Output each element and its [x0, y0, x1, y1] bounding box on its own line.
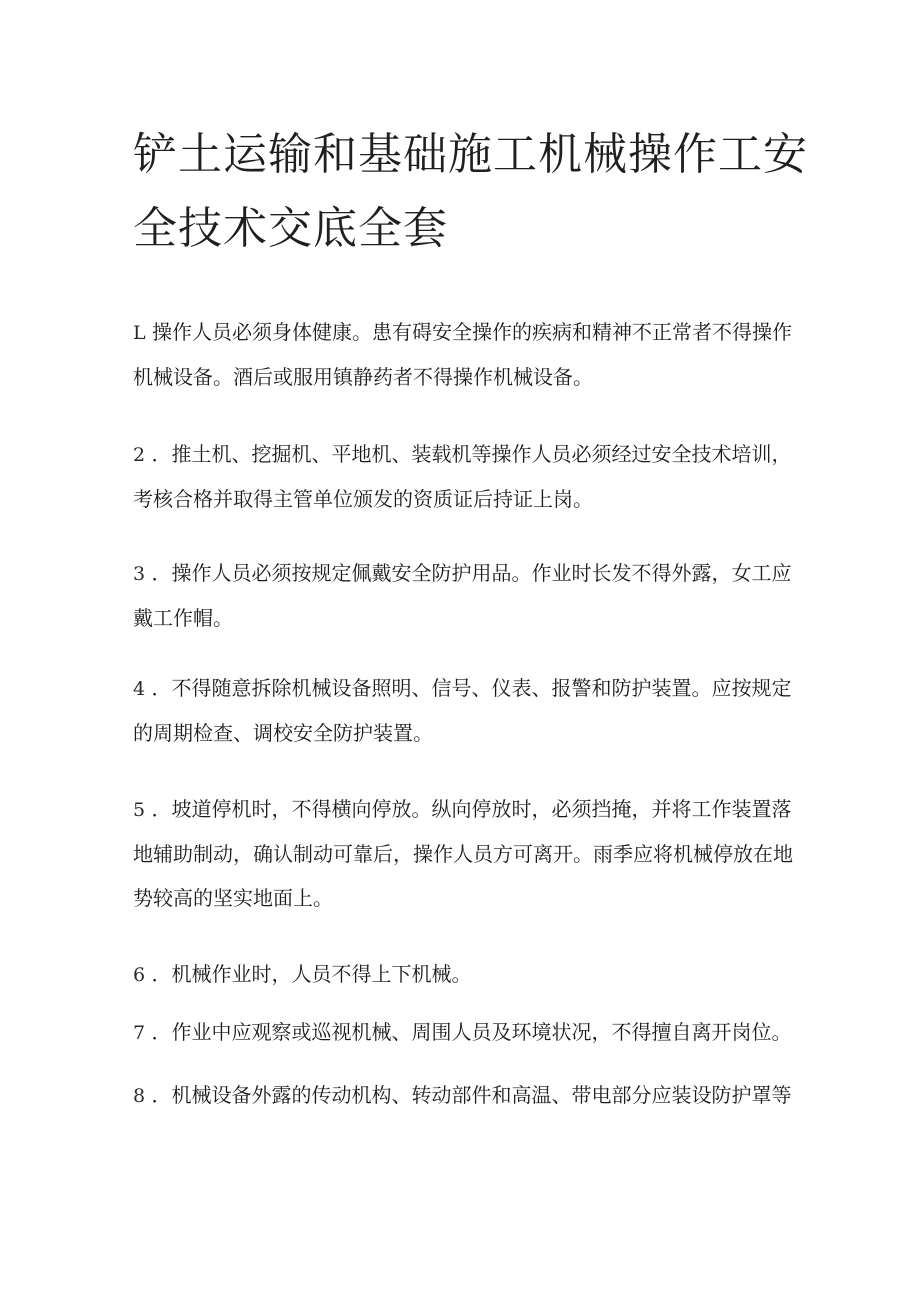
item-number: 6: [133, 964, 146, 986]
list-item: [133, 1010, 805, 1055]
item-number: 3: [133, 563, 146, 585]
item-text: ．作业中应观察或巡视机械、周围人员及环境状况，不得擅自离开岗位。: [151, 1020, 792, 1044]
item-number: 2: [133, 444, 146, 466]
list-item: [133, 551, 805, 640]
item-number: L: [133, 322, 146, 344]
list-item: [133, 310, 805, 399]
item-text: ．操作人员必须按规定佩戴安全防护用品。作业时长发不得外露，女工应戴工作帽。: [133, 561, 792, 630]
list-item: [133, 432, 805, 521]
list-item: [133, 952, 805, 997]
item-text: ．坡道停机时，不得横向停放。纵向停放时，必须挡掩，并将工作装置落地辅助制动，确认制动可靠后，操作人员方可离开。雨季应将机械停放在地势较高的坚实地面上。: [133, 797, 793, 910]
list-item: [133, 1073, 805, 1118]
item-number: 7: [133, 1022, 146, 1044]
item-text: 操作人员必须身体健康。患有碍安全操作的疾病和精神不正常者不得操作机械设备。酒后或服用镇静药者不得操作机械设备。: [133, 320, 792, 389]
list-item: [133, 666, 805, 755]
document-title: 铲土运输和基础施工机械操作工安全技术交底全套: [133, 129, 808, 254]
item-text: ．推土机、挖掘机、平地机、装载机等操作人员必须经过安全技术培训，考核合格并取得主管单位颁发的资质证后持证上岗。: [133, 442, 792, 511]
item-text: ．机械作业时，人员不得上下机械。: [151, 962, 472, 986]
item-number: 4: [133, 678, 146, 700]
item-text: ．不得随意拆除机械设备照明、信号、仪表、报警和防护装置。应按规定的周期检查、调校安全防护装置。: [133, 676, 792, 745]
list-item: [133, 787, 805, 920]
item-text: ．机械设备外露的传动机构、转动部件和高温、带电部分应装设防护罩等: [151, 1083, 792, 1107]
item-number: 8: [133, 1085, 146, 1107]
item-number: 5: [133, 799, 146, 821]
